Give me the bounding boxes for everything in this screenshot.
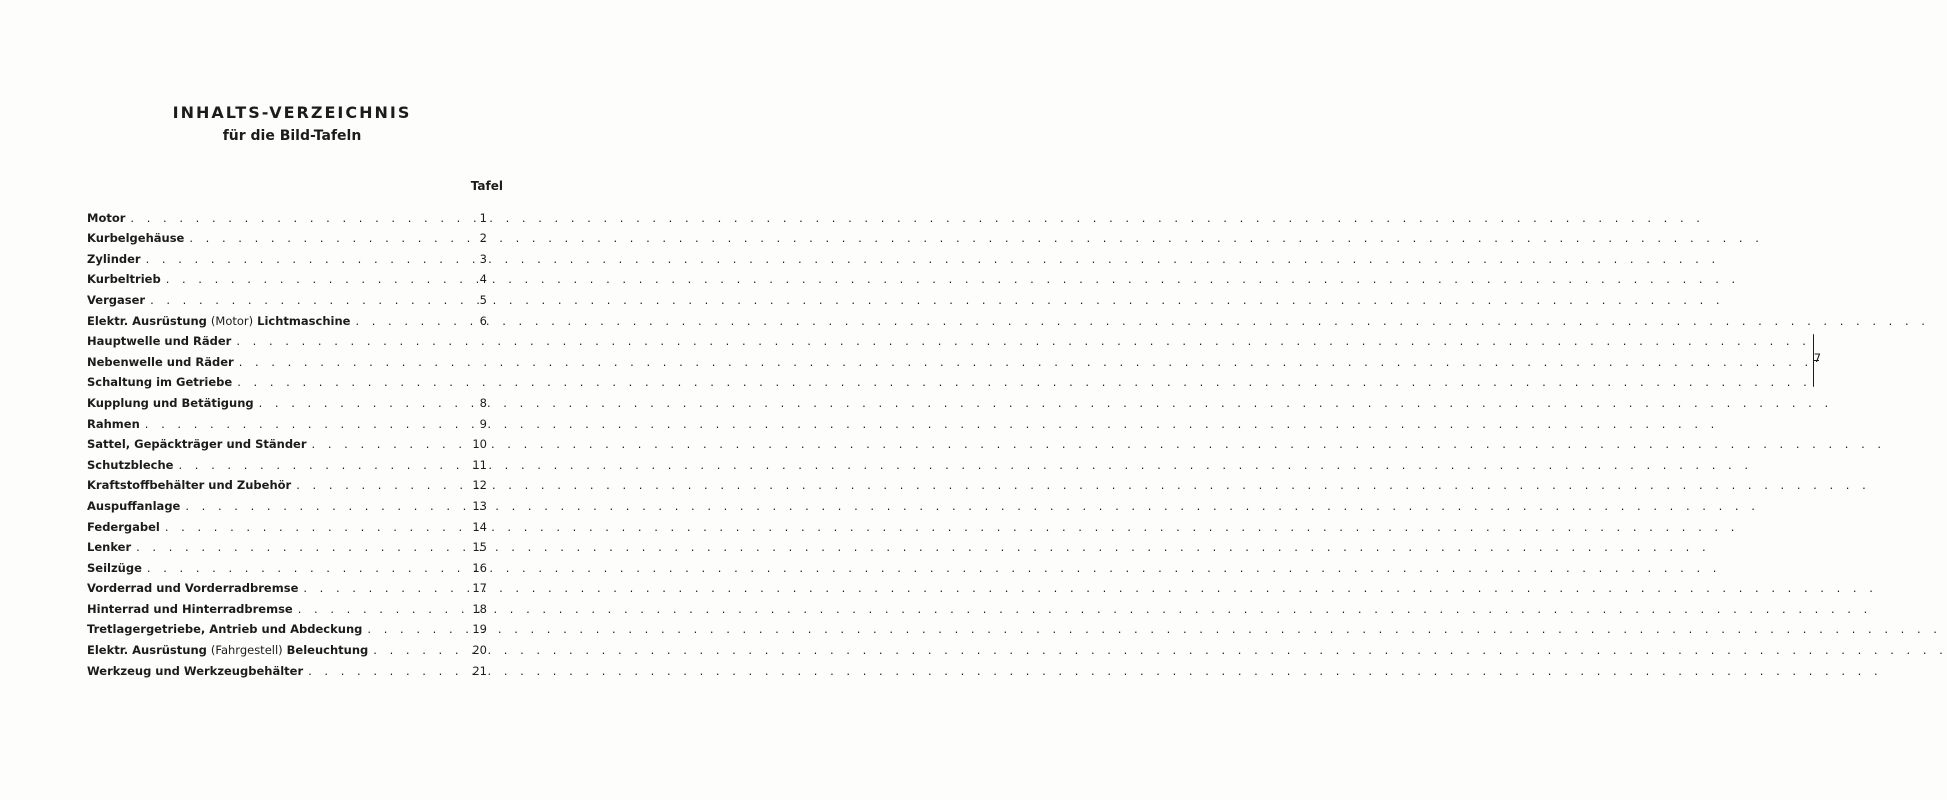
toc-entry-page: 18 [472, 601, 487, 616]
leader-dots [161, 272, 1740, 286]
toc-entry-label-a: Elektr. Ausrüstung [87, 643, 207, 658]
toc-entry-13 [87, 492, 487, 513]
leader-dots [293, 602, 1872, 616]
toc-entry-label: Schaltung im Getriebe [87, 375, 233, 390]
toc-entry-label [87, 314, 350, 328]
toc-entry-label-b: Lichtmaschine [257, 313, 351, 328]
toc-entry-label: Federgabel [87, 519, 160, 534]
leader-dots [303, 664, 1882, 678]
toc-entry-label: Lenker [87, 540, 132, 555]
toc-group-page: 7 [1813, 351, 1822, 366]
toc-entry-label-a: Elektr. Ausrüstung [87, 313, 207, 328]
toc-entry-label: Werkzeug und Werkzeugbehälter [87, 663, 304, 678]
leader-dots [298, 581, 1877, 595]
toc-entry-20 [87, 636, 487, 657]
toc-entry-label: Tretlagergetriebe, Antrieb und Abdeckung [87, 622, 363, 637]
toc-group-item [87, 348, 1813, 369]
toc-entry-page: 5 [479, 292, 487, 307]
toc-entry-1 [87, 204, 487, 225]
leader-dots [231, 334, 1812, 348]
toc-group-item [87, 328, 1813, 349]
toc-entry-label: Zylinder [87, 251, 141, 266]
toc-entry-label: Auspuffanlage [87, 498, 181, 513]
leader-dots [307, 437, 1886, 451]
toc-entry-5 [87, 286, 487, 307]
page-title: INHALTS-VERZEICHNIS [172, 103, 412, 122]
column-header-tafel: Tafel [470, 179, 503, 193]
leader-dots [131, 540, 1710, 554]
leader-dots [234, 355, 1813, 369]
leader-dots [184, 231, 1763, 245]
toc-entry-label: Vergaser [87, 292, 146, 307]
toc-entry-21 [87, 657, 487, 678]
leader-dots [125, 211, 1704, 225]
toc-entry-3 [87, 245, 487, 266]
leader-dots [368, 643, 1947, 657]
toc-entry-page: 4 [479, 272, 487, 287]
leader-dots [291, 478, 1870, 492]
toc-entry-label-b: Beleuchtung [286, 643, 369, 658]
toc-entry-page: 3 [479, 251, 487, 266]
toc-entry-9 [87, 410, 487, 431]
toc-group-item [87, 369, 1813, 390]
leader-dots [254, 396, 1833, 410]
toc-entry-page: 14 [472, 519, 487, 534]
leader-dots [173, 458, 1752, 472]
toc-entry-page: 9 [479, 416, 487, 431]
toc-entry-label: Kurbeltrieb [87, 272, 161, 287]
toc-entry-label: Sattel, Gepäckträger und Ständer [87, 437, 307, 452]
toc-entry-page: 2 [479, 231, 487, 246]
toc-entry-18 [87, 595, 487, 616]
toc-entry-label [87, 643, 368, 657]
toc-entry-2 [87, 225, 487, 246]
toc-entry-label: Kupplung und Betätigung [87, 395, 254, 410]
toc-entry-page: 6 [479, 313, 487, 328]
brace-icon [1813, 334, 1814, 388]
toc-entry-page: 19 [472, 622, 487, 637]
toc-entry-15 [87, 534, 487, 555]
toc-entry-14 [87, 513, 487, 534]
leader-dots [142, 561, 1721, 575]
toc-group-7 [87, 328, 1822, 390]
toc-entry-page: 8 [479, 395, 487, 410]
toc-entry-page: 10 [472, 437, 487, 452]
toc-entry-16 [87, 554, 487, 575]
toc-entry-label: Kraftstoffbehälter und Zubehör [87, 478, 292, 493]
toc-entry-4 [87, 266, 487, 287]
toc-entry-12 [87, 472, 487, 493]
toc-entry-label: Vorderrad und Vorderradbremse [87, 581, 299, 596]
toc-entry-6 [87, 307, 487, 328]
leader-dots [140, 417, 1719, 431]
toc-entry-19 [87, 616, 487, 637]
toc-entry-label: Nebenwelle und Räder [87, 354, 234, 369]
toc-entry-page: 17 [472, 581, 487, 596]
leader-dots [180, 499, 1759, 513]
toc-entry-11 [87, 451, 487, 472]
toc-entry-label: Hauptwelle und Räder [87, 334, 232, 349]
leader-dots [350, 314, 1929, 328]
toc-entry-label: Seilzüge [87, 560, 142, 575]
table-of-contents [87, 204, 1822, 678]
toc-entry-page: 15 [472, 540, 487, 555]
toc-entry-label: Schutzbleche [87, 457, 174, 472]
toc-entry-label: Kurbelgehäuse [87, 231, 185, 246]
page-subtitle: für die Bild-Tafeln [222, 128, 362, 144]
toc-entry-17 [87, 575, 487, 596]
toc-entry-page: 16 [472, 560, 487, 575]
toc-entry-page: 11 [472, 457, 487, 472]
toc-entry-page: 21 [472, 663, 487, 678]
leader-dots [141, 252, 1720, 266]
leader-dots [160, 520, 1739, 534]
toc-entry-label-sub: (Fahrgestell) [210, 643, 283, 658]
leader-dots [232, 375, 1812, 389]
toc-entry-page: 1 [479, 210, 487, 225]
toc-entry-label: Rahmen [87, 416, 140, 431]
toc-entry-page: 12 [472, 478, 487, 493]
toc-entry-label-sub: (Motor) [210, 313, 254, 328]
toc-entry-10 [87, 431, 487, 452]
leader-dots [145, 293, 1724, 307]
toc-entry-page: 13 [472, 498, 487, 513]
toc-entry-page: 20 [472, 643, 487, 658]
toc-entry-label: Hinterrad und Hinterradbremse [87, 601, 293, 616]
leader-dots [362, 622, 1941, 636]
toc-entry-8 [87, 389, 487, 410]
toc-entry-label: Motor [87, 210, 126, 225]
